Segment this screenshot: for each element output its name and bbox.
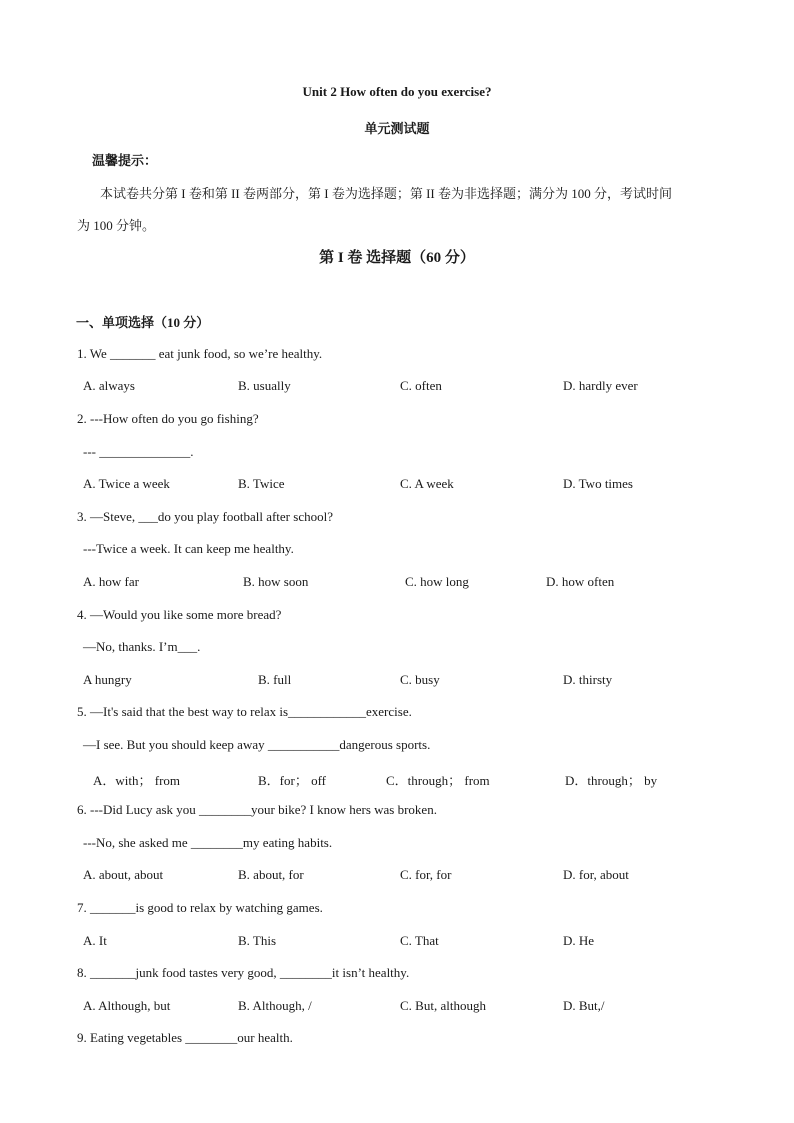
question-6-option-d: D. for, about: [563, 867, 629, 882]
question-4-option-b: B. full: [258, 672, 292, 687]
question-1-stem: 1. We _______ eat junk food, so we’re healthy.: [77, 346, 323, 361]
question-8-option-a: A. Although, but: [83, 998, 171, 1013]
question-2-option-a: A. Twice a week: [83, 476, 170, 491]
question-8-stem: 8. _______junk food tastes very good, ________it isn’t healthy.: [77, 965, 410, 980]
question-7-option-a: A. It: [83, 933, 107, 948]
question-4-option-a: A hungry: [83, 672, 132, 687]
question-7-option-d: D. He: [563, 933, 595, 948]
question-3-stem: 3. —Steve, ___do you play football after school?: [77, 509, 333, 524]
question-1-option-c: C. often: [400, 378, 442, 393]
question-4-option-c: C. busy: [400, 672, 440, 687]
question-1-option-d: D. hardly ever: [563, 378, 638, 393]
question-3-option-c: C. how long: [405, 574, 469, 589]
question-5-option-c: C．through； from: [386, 773, 490, 788]
question-8-option-c: C. But, although: [400, 998, 486, 1013]
question-5-option-b: B．for； off: [258, 773, 327, 788]
question-8-option-d: D. But,/: [563, 998, 605, 1013]
question-6-option-b: B. about, for: [238, 867, 304, 882]
tips-line-2: 为 100 分钟。: [77, 218, 156, 233]
question-5-option-d: D．through； by: [565, 773, 658, 788]
question-3-option-b: B. how soon: [243, 574, 309, 589]
question-1-option-a: A. always: [83, 378, 135, 393]
question-5-answer-line: —I see. But you should keep away ___________dangerous sports.: [83, 737, 431, 752]
question-7-option-b: B. This: [238, 933, 277, 948]
exam-subtitle: 单元测试题: [364, 121, 430, 136]
question-4-option-d: D. thirsty: [563, 672, 613, 687]
question-5-stem: 5. —It's said that the best way to relax is____________exercise.: [77, 704, 412, 719]
question-6-stem: 6. ---Did Lucy ask you ________your bike? I know hers was broken.: [77, 802, 437, 817]
question-2-stem: 2. ---How often do you go fishing?: [77, 411, 259, 426]
question-7-stem: 7. _______is good to relax by watching games.: [77, 900, 323, 915]
question-4-answer-line: —No, thanks. I’m___.: [83, 639, 201, 654]
question-6-answer-line: ---No, she asked me ________my eating habits.: [83, 835, 333, 850]
question-6-option-c: C. for, for: [400, 867, 452, 882]
question-2-answer-line: --- ______________.: [83, 444, 194, 459]
question-5-option-a: A．with； from: [93, 773, 181, 788]
question-3-answer-line: ---Twice a week. It can keep me healthy.: [83, 541, 294, 556]
question-9-stem: 9. Eating vegetables ________our health.: [77, 1030, 293, 1045]
question-3-option-a: A. how far: [83, 574, 139, 589]
question-7-option-c: C. That: [400, 933, 439, 948]
part-1-heading: 第 I 卷 选择题（60 分）: [319, 250, 475, 266]
question-8-option-b: B. Although, /: [238, 998, 312, 1013]
question-2-option-b: B. Twice: [238, 476, 285, 491]
question-2-option-d: D. Two times: [563, 476, 633, 491]
tips-heading: 温馨提示：: [92, 153, 158, 168]
question-1-option-b: B. usually: [238, 378, 291, 393]
question-3-option-d: D. how often: [546, 574, 615, 589]
tips-line-1: 本试卷共分第 I 卷和第 II 卷两部分，第 I 卷为选择题；第 II 卷为非选择题；满分为 100 分，考试时间: [100, 186, 672, 201]
question-6-option-a: A. about, about: [83, 867, 164, 882]
exam-title: Unit 2 How often do you exercise?: [302, 84, 492, 99]
question-4-stem: 4. —Would you like some more bread?: [77, 607, 282, 622]
question-2-option-c: C. A week: [400, 476, 454, 491]
section-1-heading: 一、单项选择（10 分）: [76, 315, 210, 330]
